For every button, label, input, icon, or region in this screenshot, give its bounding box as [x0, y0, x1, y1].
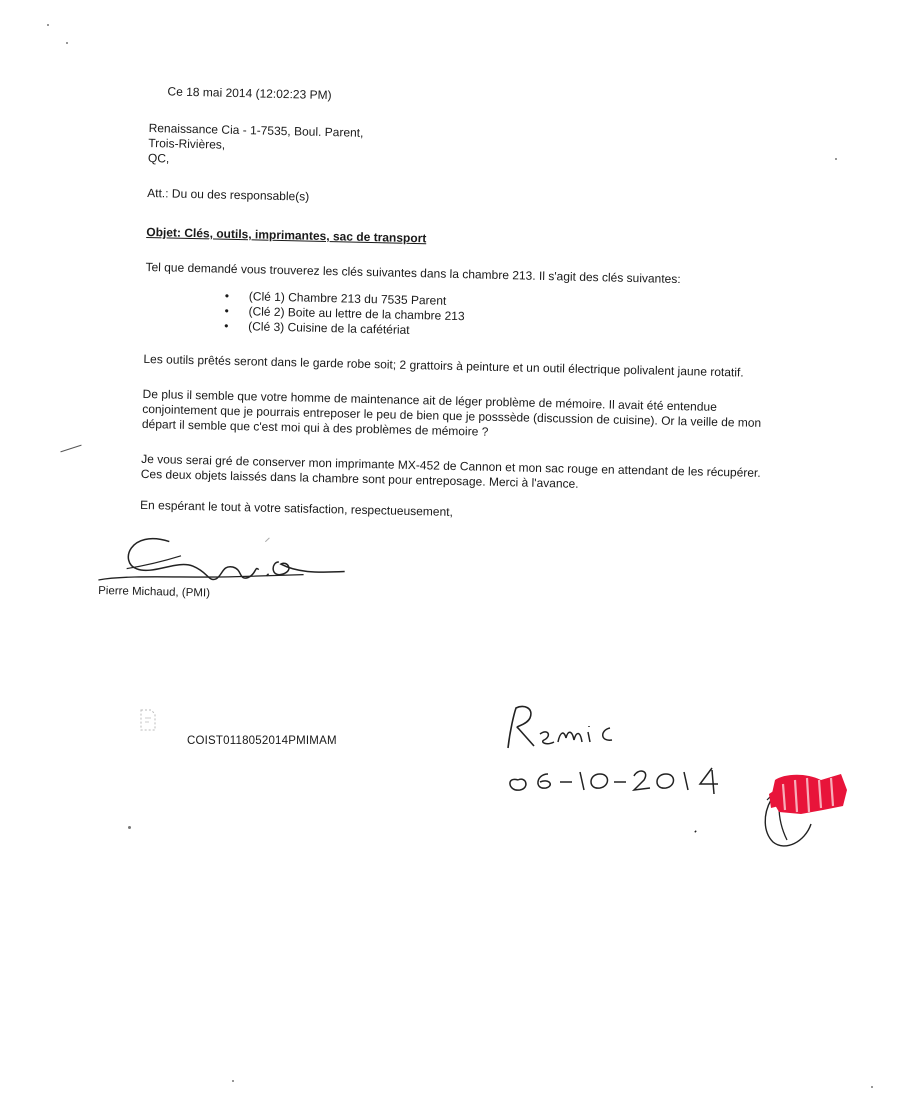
address-line-3: QC,: [147, 150, 170, 166]
handwritten-received-note: [500, 690, 740, 850]
signature-block: [98, 519, 780, 633]
scan-speck: [66, 42, 68, 44]
scan-mark: [60, 445, 81, 453]
scan-speck: [871, 1086, 873, 1088]
attention-line: Att.: Du ou des responsable(s): [147, 185, 310, 204]
document-icon: [137, 708, 159, 734]
recipient-address: [148, 121, 789, 181]
address-line-2: Trois-Rivières,: [148, 135, 226, 152]
signer-name: Pierre Michaud, (PMI): [98, 584, 211, 600]
letter-body: [98, 70, 790, 633]
scan-speck: [128, 826, 131, 829]
address-line-1: Renaissance Cia - 1-7535, Boul. Parent,: [148, 120, 364, 140]
memory-paragraph: De plus il semble que votre homme de maintenance ait de léger problème de mémoire. Il avait été entendue conjointement que je pourrais entreposer le peu de bien que je posssède (discussion de cuisine). Or la veille de mon départ il semble que c'est moi qui à des problèmes de mémoire ?: [141, 386, 762, 439]
red-initial-mark: [745, 750, 855, 860]
letter-date: Ce 18 mai 2014 (12:02:23 PM): [167, 84, 332, 103]
keys-list: [224, 289, 785, 347]
scan-speck: [835, 158, 837, 160]
tools-paragraph: Les outils prêtés seront dans le garde robe soit; 2 grattoirs à peinture et un outil électrique polivalent jaune rotatif.: [143, 351, 744, 380]
list-item: • (Clé 1) Chambre 213 du 7535 Parent: [225, 289, 785, 317]
subject-line: Objet: Clés, outils, imprimantes, sac de transport: [146, 224, 427, 246]
reference-code: COIST0118052014PMIMAM: [187, 735, 337, 747]
intro-paragraph: Tel que demandé vous trouverez les clés suivantes dans la chambre 213. Il s'agit des clés suivantes:: [145, 259, 681, 287]
list-item: • (Clé 3) Cuisine de la cafétériat: [224, 319, 784, 347]
scan-speck: [232, 1080, 234, 1082]
printer-paragraph: Je vous serai gré de conserver mon imprimante MX-452 de Cannon et mon sac rouge en attendant de les récupérer. Ces deux objets laissés dans la chambre sont pour entreposage. Merci à l'avance.: [140, 451, 761, 491]
scan-speck: [47, 24, 49, 26]
list-item: • (Clé 2) Boite au lettre de la chambre 213: [224, 304, 784, 332]
closing-line: En espérant le tout à votre satisfaction, respectueusement,: [139, 497, 454, 519]
